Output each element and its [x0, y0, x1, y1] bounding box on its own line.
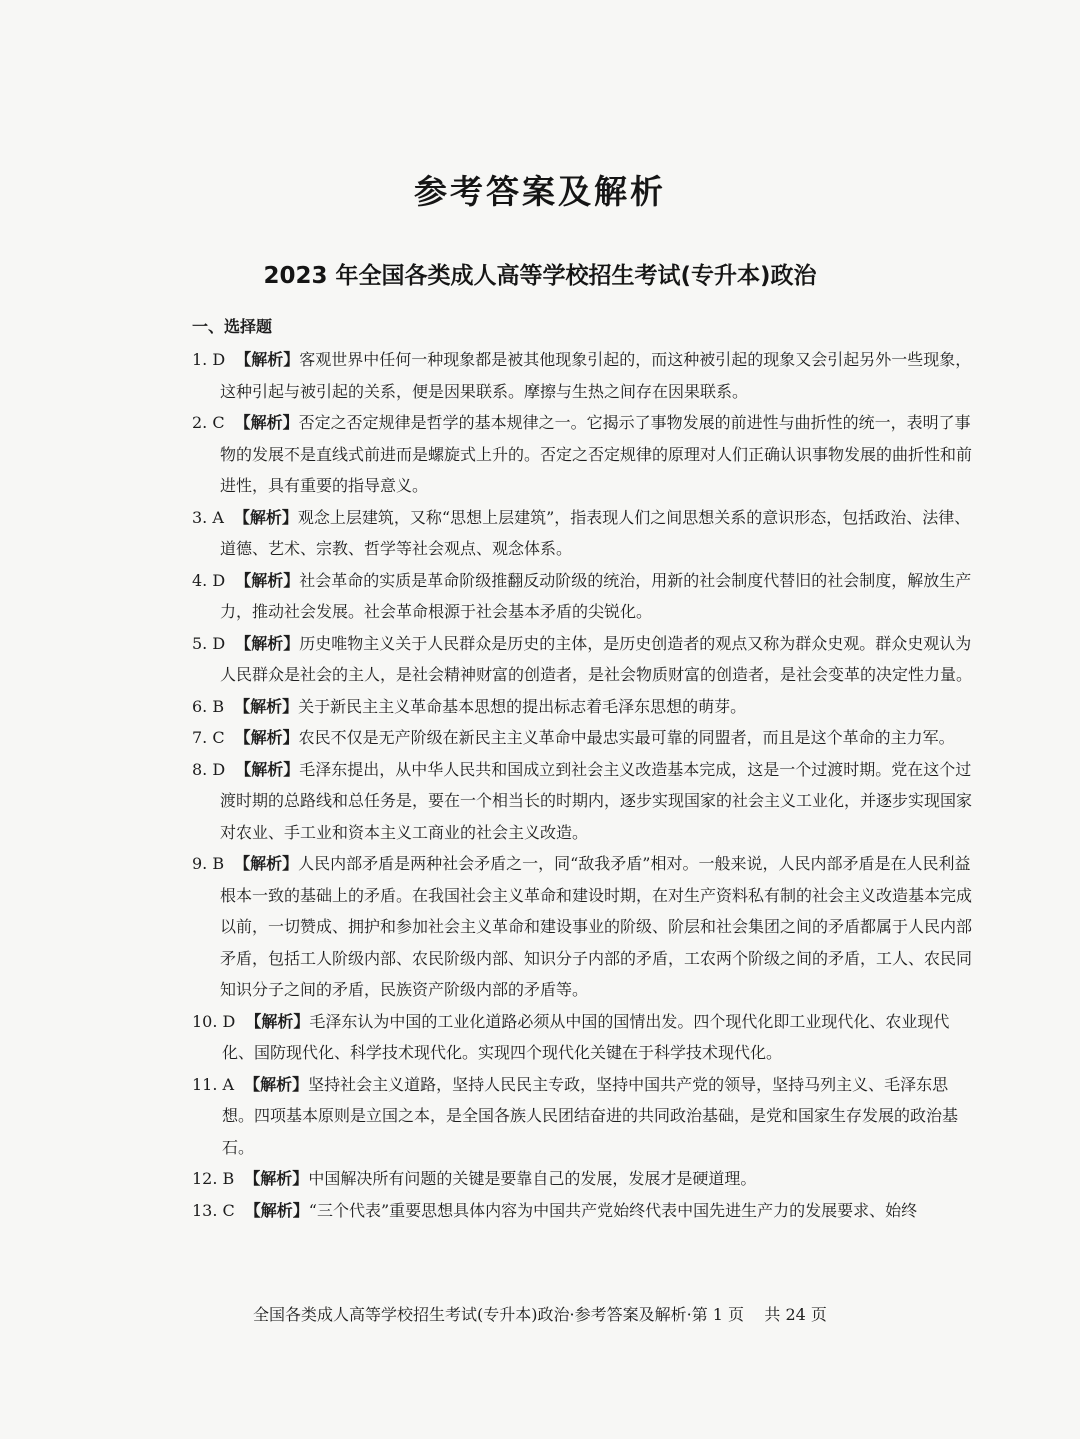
question-explanation: 人民内部矛盾是两种社会矛盾之一，同“敌我矛盾”相对。一般来说，人民内部矛盾是在人民利益根本一致的基础上的矛盾。在我国社会主义革命和建设时期，在对生产资料私有制的社会主义改造基本完成以前，一切赞成、拥护和参加社会主义革命和建设事业的阶级、阶层和社会集团之间的矛盾都属于人民内部矛盾，包括工人阶级内部、农民阶级内部、知识分子内部的矛盾，工农两个阶级之间的矛盾，工人、农民同知识分子之间的矛盾，民族资产阶级内部的矛盾等。 — [220, 854, 973, 999]
analysis-tag: 【解析】 — [245, 1011, 310, 1031]
question-number: 4. D — [192, 570, 226, 590]
question-explanation: 历史唯物主义关于人民群众是历史的主体，是历史创造者的观点又称为群众史观。群众史观认为人民群众是社会的主人，是社会精神财富的创造者，是社会物质财富的创造者，是社会变革的决定性力量。 — [220, 633, 973, 684]
question-explanation: 毛泽东认为中国的工业化道路必须从中国的国情出发。四个现代化即工业现代化、农业现代化、国防现代化、科学技术现代化。实现四个现代化关键在于科学技术现代化。 — [222, 1011, 950, 1062]
question-explanation: 观念上层建筑，又称“思想上层建筑”，指表现人们之间思想关系的意识形态，包括政治、法律、道德、艺术、宗教、哲学等社会观点、观念体系。 — [220, 507, 971, 558]
analysis-tag: 【解析】 — [235, 570, 300, 590]
question-number: 1. D — [192, 350, 226, 369]
question-explanation: 否定之否定规律是哲学的基本规律之一。它揭示了事物发展的前进性与曲折性的统一，表明了事物的发展不是直线式前进而是螺旋式上升的。否定之否定规律的原理对人们正确认识事物发展的曲折性和前进性，具有重要的指导意义。 — [220, 413, 973, 495]
question-item — [192, 628, 972, 691]
question-number: 8. D — [192, 759, 226, 779]
question-explanation: 中国解决所有问题的关键是要靠自己的发展，发展才是硬道理。 — [308, 1169, 757, 1188]
question-number: 9. B — [192, 854, 225, 873]
analysis-tag: 【解析】 — [234, 854, 299, 873]
analysis-tag: 【解析】 — [234, 696, 299, 716]
question-explanation: 坚持社会主义道路，坚持人民民主专政，坚持中国共产党的领导，坚持马列主义、毛泽东思想。四项基本原则是立国之本，是全国各族人民团结奋进的共同政治基础，是党和国家生存发展的政治基石。 — [222, 1074, 959, 1157]
question-number: 7. C — [192, 728, 225, 747]
exam-subtitle: 2023 年全国各类成人高等学校招生考试(专升本)政治 — [263, 263, 817, 289]
section-heading: 一、选择题 — [192, 317, 273, 336]
page-title: 参考答案及解析 — [414, 172, 666, 211]
question-item — [192, 502, 972, 565]
question-item — [192, 754, 972, 849]
analysis-tag: 【解析】 — [235, 633, 300, 653]
analysis-tag: 【解析】 — [234, 728, 299, 747]
question-item — [192, 1163, 972, 1195]
question-number: 13. C — [192, 1200, 235, 1220]
question-explanation: “三个代表”重要思想具体内容为中国共产党始终代表中国先进生产力的发展要求、始终 — [308, 1200, 918, 1220]
question-number: 2. C — [192, 413, 225, 432]
question-item — [192, 1006, 972, 1069]
question-explanation: 关于新民主主义革命基本思想的提出标志着毛泽东思想的萌芽。 — [298, 696, 747, 716]
analysis-tag: 【解析】 — [234, 413, 299, 432]
answer-content — [192, 314, 972, 1226]
analysis-tag: 【解析】 — [244, 1169, 309, 1188]
question-item — [192, 565, 972, 628]
analysis-tag: 【解析】 — [244, 1074, 309, 1094]
question-explanation: 社会革命的实质是革命阶级推翻反动阶级的统治，用新的社会制度代替旧的社会制度，解放生产力，推动社会发展。社会革命根源于社会基本矛盾的尖锐化。 — [220, 570, 972, 621]
question-item — [192, 691, 972, 723]
question-item — [192, 848, 972, 1006]
question-number: 5. D — [192, 633, 226, 653]
page-footer: 全国各类成人高等学校招生考试(专升本)政治·参考答案及解析·第 1 页 共 24 页 — [253, 1305, 827, 1324]
analysis-tag: 【解析】 — [235, 350, 300, 369]
analysis-tag: 【解析】 — [244, 1200, 309, 1220]
question-explanation: 毛泽东提出，从中华人民共和国成立到社会主义改造基本完成，这是一个过渡时期。党在这个过渡时期的总路线和总任务是，要在一个相当长的时期内，逐步实现国家的社会主义工业化，并逐步实现国家对农业、手工业和资本主义工商业的社会主义改造。 — [220, 759, 973, 842]
question-number: 6. B — [192, 696, 225, 716]
question-item — [192, 1195, 972, 1227]
analysis-tag: 【解析】 — [233, 507, 298, 527]
question-number: 12. B — [192, 1169, 235, 1188]
question-explanation: 客观世界中任何一种现象都是被其他现象引起的，而这种被引起的现象又会引起另外一些现象，这种引起与被引起的关系，便是因果联系。摩擦与生热之间存在因果联系。 — [220, 350, 972, 401]
question-number: 11. A — [192, 1074, 235, 1094]
analysis-tag: 【解析】 — [235, 759, 300, 779]
question-item — [192, 1069, 972, 1164]
question-explanation: 农民不仅是无产阶级在新民主主义革命中最忠实最可靠的同盟者，而且是这个革命的主力军。 — [298, 728, 955, 747]
question-item — [192, 722, 972, 754]
question-number: 3. A — [192, 507, 224, 527]
question-item — [192, 344, 972, 407]
question-number: 10. D — [192, 1011, 236, 1031]
question-item — [192, 407, 972, 502]
